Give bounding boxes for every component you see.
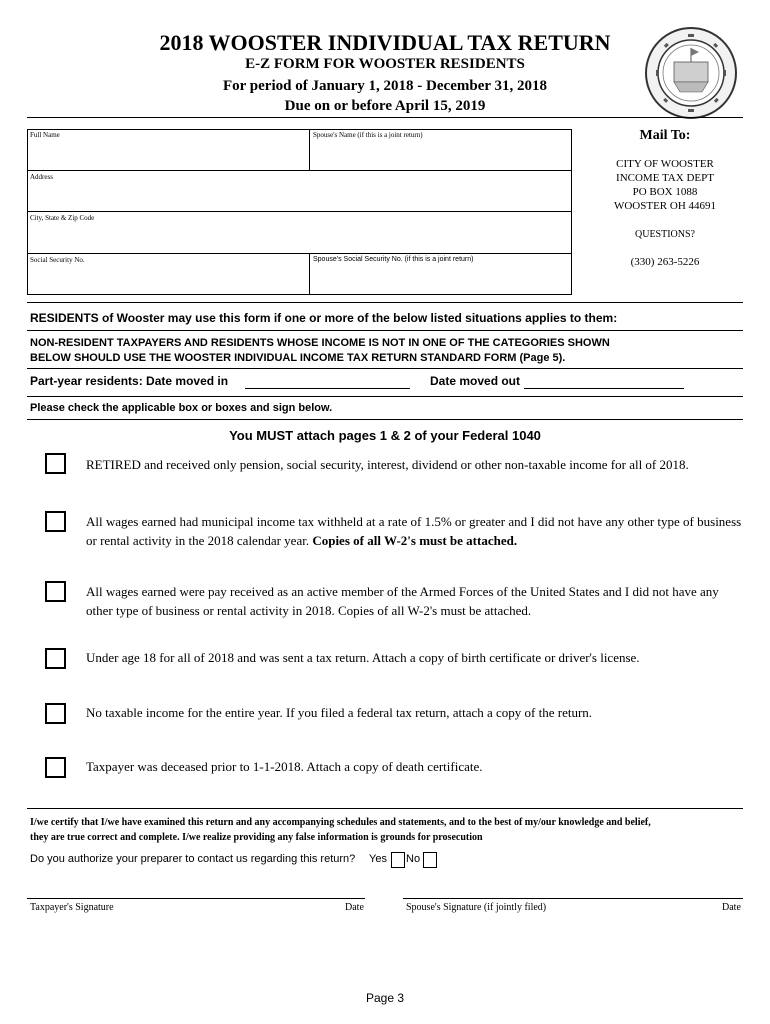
nonresident-line-2: BELOW SHOULD USE THE WOOSTER INDIVIDUAL INCOME TAX RETURN STANDARD FORM (Page 5). [30, 352, 566, 364]
city-state-zip-label: City, State & Zip Code [30, 214, 95, 222]
form-title: 2018 WOOSTER INDIVIDUAL TAX RETURN [159, 30, 611, 55]
city-state-zip-field[interactable] [28, 224, 571, 252]
due-date: Due on or before April 15, 2019 [284, 98, 486, 114]
moved-in-field[interactable] [245, 376, 410, 389]
ssn-label: Social Security No. [30, 256, 85, 264]
deceased-text: Taxpayer was deceased prior to 1-1-2018. Attach a copy of death certificate. [86, 759, 483, 774]
taxpayer-signature-field[interactable] [27, 870, 365, 898]
moved-out-field[interactable] [524, 376, 684, 389]
no-income-checkbox[interactable] [45, 703, 66, 724]
spouse-date-label: Date [722, 902, 741, 913]
spouse-name-label: Spouse's Name (if this is a joint return) [313, 131, 423, 139]
city-seal [644, 26, 738, 120]
page-number: Page 3 [365, 991, 405, 1005]
retired-text: RETIRED and received only pension, social security, interest, dividend or other non-taxable income for all of 2018. [86, 457, 689, 472]
mail-line-1: CITY OF WOOSTER [616, 158, 714, 170]
attach-federal-notice: You MUST attach pages 1 & 2 of your Federal 1040 [229, 428, 541, 443]
certification-line-2: they are true correct and complete. I/we realize providing any false information is grounds for prosecution [30, 832, 483, 843]
phone-number: (330) 263-5226 [630, 256, 700, 268]
armed-forces-checkbox[interactable] [45, 581, 66, 602]
taxpayer-date-label: Date [345, 902, 364, 913]
mail-line-2: INCOME TAX DEPT [616, 172, 714, 184]
spouse-name-field[interactable] [311, 141, 571, 169]
deceased-checkbox[interactable] [45, 757, 66, 778]
address-field[interactable] [28, 183, 571, 210]
address-label: Address [30, 173, 53, 181]
preparer-question: Do you authorize your preparer to contact us regarding this return? [30, 853, 356, 865]
certification-text [30, 815, 745, 845]
no-income-text: No taxable income for the entire year. If you filed a federal tax return, attach a copy of the return. [86, 705, 593, 720]
spouse-ssn-field[interactable] [311, 266, 571, 294]
questions-label: QUESTIONS? [635, 229, 695, 240]
residents-notice: RESIDENTS of Wooster may use this form if one or more of the below listed situations applies to them: [30, 311, 618, 325]
no-checkbox[interactable] [423, 852, 437, 868]
wages-withheld-checkbox[interactable] [45, 511, 66, 532]
mail-line-3: PO BOX 1088 [632, 186, 698, 198]
nonresident-line-1: NON-RESIDENT TAXPAYERS AND RESIDENTS WHOSE INCOME IS NOT IN ONE OF THE CATEGORIES SHOWN [30, 337, 610, 349]
yes-label: Yes [369, 853, 387, 865]
armed-forces-text: All wages earned were pay received as an active member of the Armed Forces of the United States and I did not have any other type of business or rental activity in 2018. Copies of all W-2's must be attached. [86, 584, 719, 618]
full-name-label: Full Name [30, 131, 60, 139]
spouse-signature-field[interactable] [403, 870, 743, 898]
no-label: No [406, 853, 421, 865]
moved-out-label: Date moved out [430, 374, 521, 388]
retired-checkbox[interactable] [45, 453, 66, 474]
mail-line-4: WOOSTER OH 44691 [613, 200, 717, 212]
taxpayer-signature-label: Taxpayer's Signature [30, 902, 114, 913]
mail-address [585, 157, 745, 213]
nonresident-notice [30, 336, 610, 366]
wages-withheld-text [86, 512, 746, 550]
spouse-signature-label: Spouse's Signature (if jointly filed) [406, 902, 547, 913]
tax-period: For period of January 1, 2018 - December 31, 2018 [223, 78, 547, 94]
wages-withheld-main: All wages earned had municipal income tax withheld at a rate of 1.5% or greater and I did not have any other type of business or rental activity in the 2018 calendar year. [86, 514, 742, 548]
spouse-ssn-label: Spouse's Social Security No. (if this is a joint return) [313, 256, 474, 263]
ssn-field[interactable] [28, 266, 308, 294]
certification-line-1: I/we certify that I/we have examined this return and any accompanying schedules and statements, and to the best of my/our knowledge and belief, [30, 817, 651, 828]
check-instruction: Please check the applicable box or boxes and sign below. [30, 402, 333, 414]
full-name-field[interactable] [28, 141, 308, 169]
part-year-label: Part-year residents: Date moved in [30, 374, 229, 388]
wages-withheld-bold: Copies of all W-2's must be attached. [312, 533, 518, 548]
yes-checkbox[interactable] [391, 852, 405, 868]
form-subtitle: E-Z FORM FOR WOOSTER RESIDENTS [245, 56, 525, 72]
under-18-text: Under age 18 for all of 2018 and was sent a tax return. Attach a copy of birth certificate or driver's license. [86, 650, 640, 665]
under-18-checkbox[interactable] [45, 648, 66, 669]
mail-to-heading: Mail To: [639, 128, 691, 143]
